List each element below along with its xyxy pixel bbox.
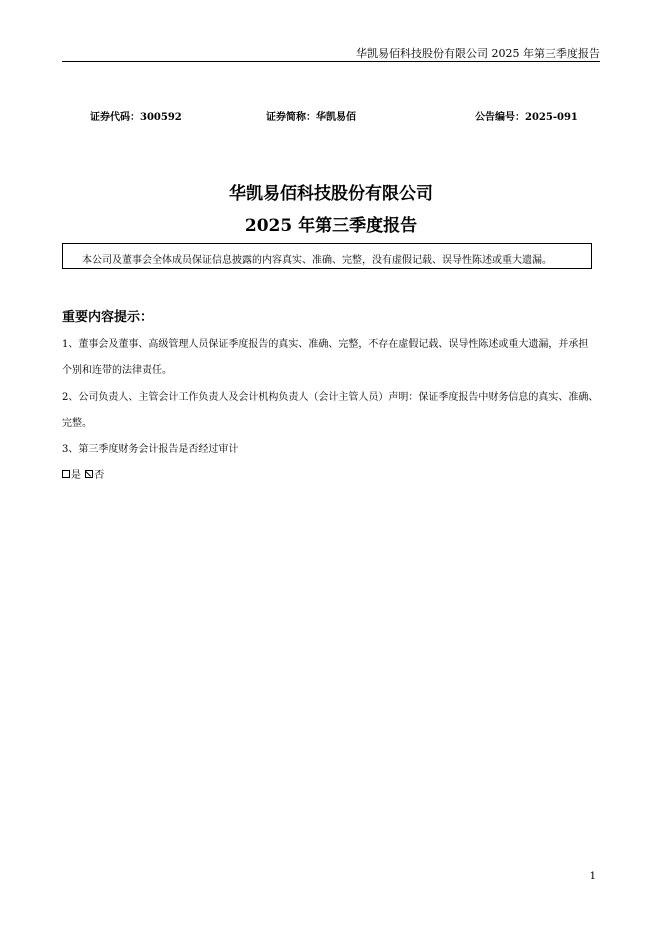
item-1-line-1: 1、董事会及董事、高级管理人员保证季度报告的真实、准确、完整，不存在虚假记载、误导性陈述或重大遗漏，并承担 bbox=[62, 339, 589, 350]
running-header: 华凯易佰科技股份有限公司 2025 年第三季度报告 bbox=[356, 47, 600, 60]
notice-text: 本公司及董事会全体成员保证信息披露的内容真实、准确、完整，没有虚假记载、误导性陈述或重大遗漏。 bbox=[82, 255, 552, 266]
header-rule bbox=[62, 61, 600, 62]
item-2-line-1: 2、公司负责人、主管会计工作负责人及会计机构负责人（会计主管人员）声明：保证季度报告中财务信息的真实、准确、 bbox=[62, 392, 599, 403]
important-heading: 重要内容提示： bbox=[62, 310, 154, 325]
announcement-number: 公告编号：2025-091 bbox=[475, 112, 578, 123]
item-3: 3、第三季度财务会计报告是否经过审计 bbox=[62, 444, 239, 455]
audit-yes-label: 是 bbox=[71, 470, 81, 481]
item-2-line-2: 完整。 bbox=[62, 418, 92, 429]
page-number: 1 bbox=[589, 871, 596, 882]
audit-no-checkbox-checked-icon bbox=[85, 470, 93, 478]
stock-code: 证券代码：300592 bbox=[90, 112, 182, 123]
stock-abbreviation: 证券简称：华凯易佰 bbox=[266, 112, 356, 123]
audit-yes-checkbox-icon bbox=[62, 470, 70, 478]
audit-no-label: 否 bbox=[94, 470, 105, 481]
company-title: 华凯易佰科技股份有限公司 bbox=[229, 184, 433, 204]
report-title: 2025 年第三季度报告 bbox=[244, 216, 418, 236]
item-1-line-2: 个别和连带的法律责任。 bbox=[62, 365, 172, 376]
audit-options bbox=[62, 466, 104, 481]
